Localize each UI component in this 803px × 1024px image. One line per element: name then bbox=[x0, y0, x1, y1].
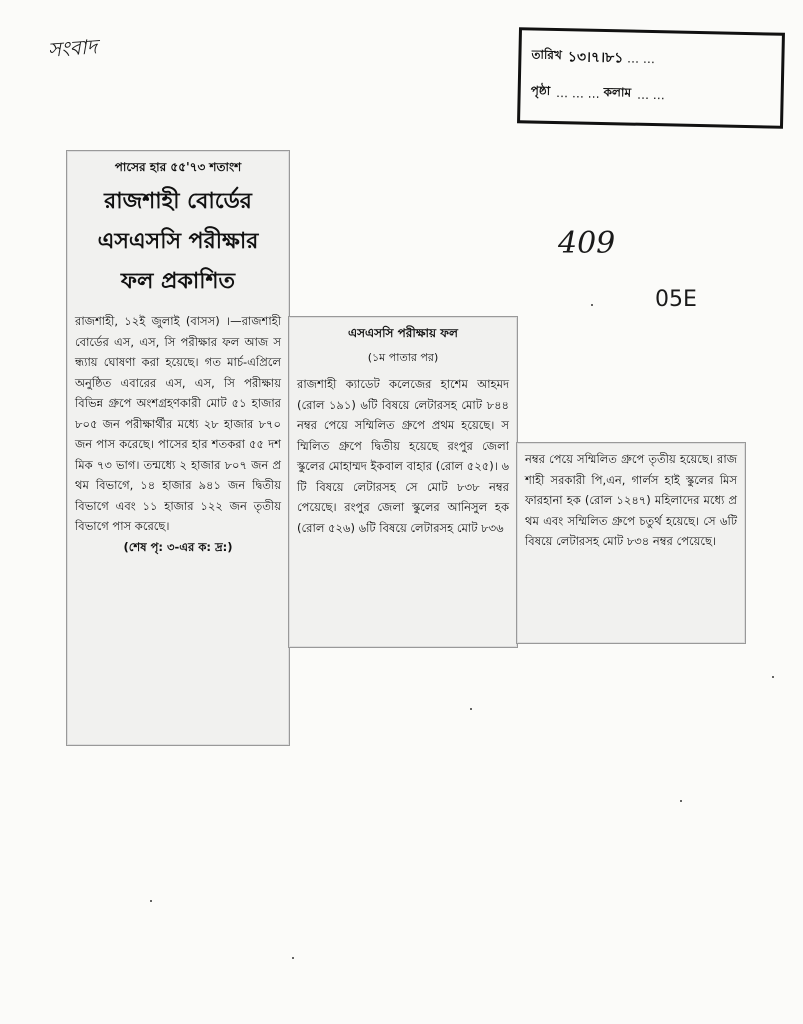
handwritten-source-note: সংবাদ bbox=[47, 34, 98, 62]
news-clipping-end bbox=[516, 442, 746, 644]
speck bbox=[591, 304, 593, 306]
speck bbox=[470, 708, 472, 710]
clipping-body: রাজশাহী, ১২ই জুলাই (বাসস) ।—রাজশাহী বোর্ডের এস, এস, সি পরীক্ষার ফল আজ সন্ধ্যায় ঘোষণা করা হয়েছে। গত মার্চ-এপ্রিলে অনুষ্ঠিত এবারের এস, এস, সি পরীক্ষায় বিভিন্ন গ্রুপে অংশগ্রহণকারী মোট ৫১ হাজার ৮০৫ জন পরীক্ষার্থীর মধ্যে ২৮ হাজার ৮৭০ জন পাস করেছে। পাসের হার শতকরা ৫৫ দশমিক ৭৩ ভাগ। তন্মধ্যে ২ হাজার ৮০৭ জন প্রথম বিভাগে, ১৪ হাজার ৯৪১ জন দ্বিতীয় বিভাগে এবং ১১ হাজার ১২২ জন তৃতীয় বিভাগে পাস করেছে। bbox=[75, 314, 281, 533]
headline-line-3: ফল প্রকাশিত bbox=[120, 269, 236, 294]
stamp-dots: … … bbox=[636, 87, 666, 103]
stamp-column-label: কলাম bbox=[603, 85, 632, 100]
stamp-page-label: পৃষ্ঠা bbox=[530, 83, 551, 98]
date-stamp bbox=[517, 27, 785, 129]
clipping-kicker: পাসের হার ৫৫'৭৩ শতাংশ bbox=[114, 160, 242, 174]
continuation-headline: এসএসসি পরীক্ষায় ফল bbox=[348, 326, 458, 340]
continued-note: (শেষ পৃ: ৩-এর ক: দ্র:) bbox=[123, 539, 233, 554]
end-body: নম্বর পেয়ে সম্মিলিত গ্রুপে তৃতীয় হয়েছে। রাজশাহী সরকারী পি,এন, গার্লস হাই স্কুলের মিস ফারহানা হক (রোল ১২৪৭) মহিলাদের মধ্যে প্রথম এবং সম্মিলিত গ্রুপে চতুর্থ হয়েছে। সে ৬টি বিষয়ে লেটারসহ মোট ৮৩৪ নম্বর পেয়েছে। bbox=[525, 452, 737, 548]
stamp-date-label: তারিখ bbox=[531, 47, 563, 63]
speck bbox=[772, 676, 774, 678]
headline-line-2: এসএসসি পরীক্ষার bbox=[97, 229, 259, 254]
handwritten-page-number: 409 bbox=[558, 226, 616, 261]
stamp-date-value: ১৩।৭।৮১ bbox=[567, 49, 624, 67]
speck bbox=[292, 957, 294, 959]
stamp-date-row bbox=[531, 38, 772, 79]
continuation-body: রাজশাহী ক্যাডেট কলেজের হাশেম আহমদ (রোল ১৯১) ৬টি বিষয়ে লেটারসহ মোট ৮৪৪ নম্বর পেয়ে সম্মিলিত গ্রুপে প্রথম হয়েছে। সম্মিলিত গ্রুপে দ্বিতীয় হয়েছে রংপুর জেলা স্কুলের মোহাম্মদ ইকবাল বাহার (রোল ৫২৫)। ৬টি বিষয়ে লেটারসহ সে মোট ৮৩৮ নম্বর পেয়েছে। রংপুর জেলা স্কুলের আনিসুল হক (রোল ৫২৬) ৬টি বিষয়ে লেটারসহ মোট ৮৩৬ bbox=[297, 377, 509, 535]
stamp-dots: … … … bbox=[555, 86, 604, 102]
speck bbox=[680, 800, 682, 802]
handwritten-code: 05E bbox=[655, 287, 697, 312]
news-clipping-main bbox=[66, 150, 290, 746]
news-clipping-continuation bbox=[288, 316, 518, 648]
headline-line-1: রাজশাহী বোর্ডের bbox=[104, 189, 252, 214]
speck bbox=[150, 900, 152, 902]
continuation-subhead: (১ম পাতার পর) bbox=[367, 351, 439, 364]
stamp-dots: … … bbox=[623, 51, 656, 67]
stamp-page-row bbox=[530, 74, 771, 115]
